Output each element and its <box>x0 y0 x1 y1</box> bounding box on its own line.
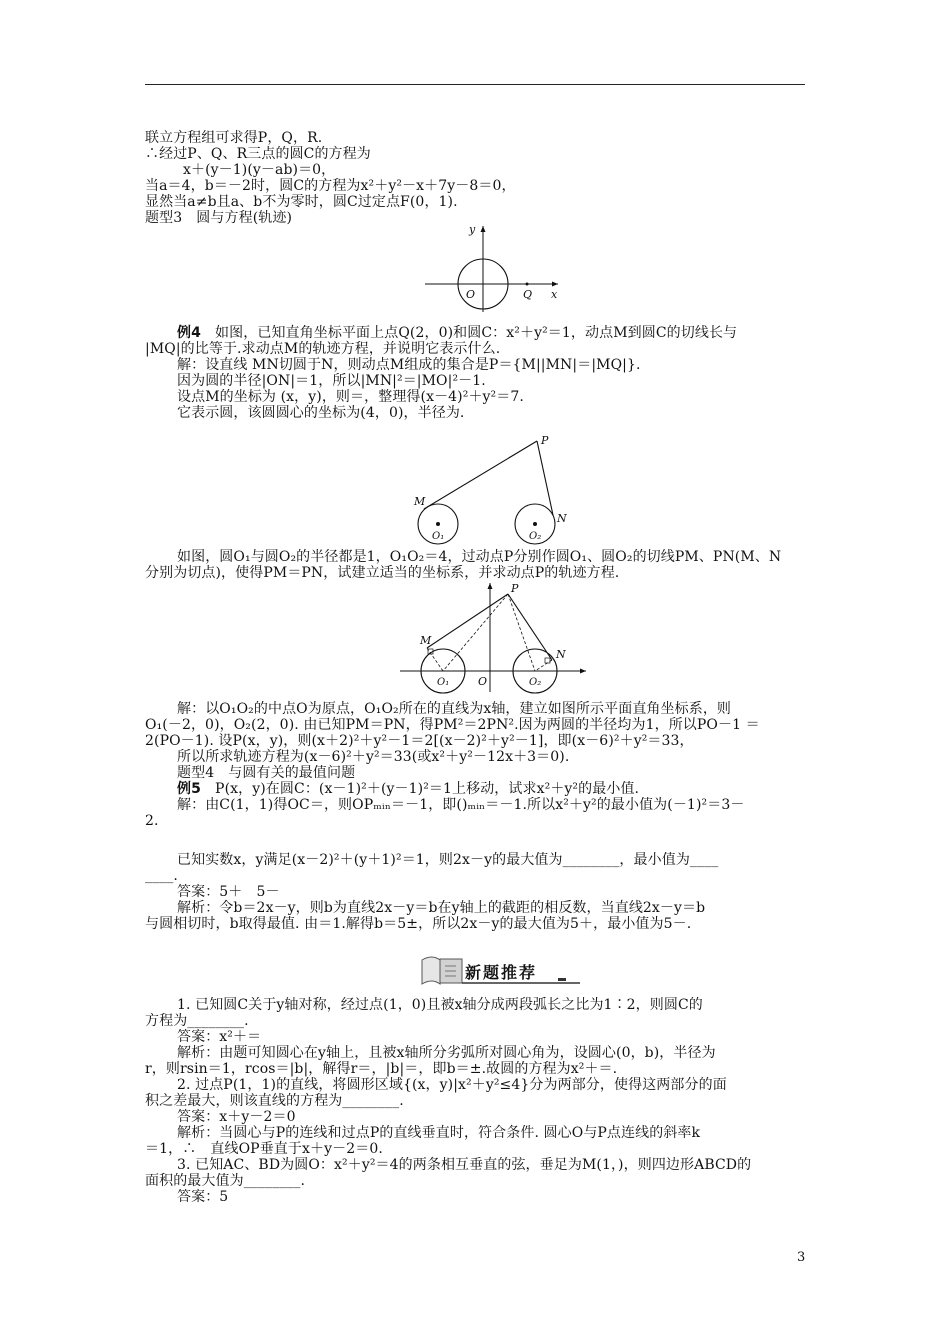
text-line: 积之差最大，则该直线的方程为________. <box>145 1093 404 1109</box>
text-line: 因为圆的半径|ON|＝1，所以|MN|²＝|MO|²－1. <box>177 373 486 389</box>
point-p-label: P <box>541 434 549 447</box>
text-line: ∴经过P、Q、R三点的圆C的方程为 <box>145 146 371 162</box>
text-line: 1. 已知圆C关于y轴对称，经过点(1，0)且被x轴分成两段弧长之比为1∶2，则圆C的 <box>177 997 703 1013</box>
point-m-label: M <box>420 634 432 647</box>
text-line: 2. <box>145 813 159 829</box>
banner-title: 新题推荐 <box>465 963 538 982</box>
text-line: 显然当a≠b且a、b不为零时，圆C过定点F(0，1). <box>145 194 458 210</box>
header-rule <box>145 84 805 85</box>
text-line: 解析：由题可知圆心在y轴上，且被x轴所分劣弧所对圆心角为，设圆心(0，b)，半径为 <box>177 1045 716 1061</box>
x-axis-label: x <box>551 288 558 301</box>
two-circles-tangent-figure <box>405 432 580 547</box>
text-line: 解：以O₁O₂的中点O为原点，O₁O₂所在的直线为x轴，建立如图所示平面直角坐标系，则 <box>177 701 732 717</box>
text-line: 2(PO－1). 设P(x，y)，则(x＋2)²＋y²－1＝2[(x－2)²＋y²－1]，即(x－6)²＋y²＝33， <box>145 733 694 749</box>
text-line: 2. 过点P(1，1)的直线，将圆形区域{(x，y)|x²＋y²≤4}分为两部分，使得这两部分的面 <box>177 1077 727 1093</box>
origin-label: O <box>466 288 476 301</box>
text-line: 分别为切点)，使得PM＝PN，试建立适当的坐标系，并求动点P的轨迹方程. <box>145 565 620 581</box>
text-span: P(x，y)在圆C：(x－1)²＋(y－1)²＝1上移动，试求x²＋y²的最小值. <box>200 781 640 797</box>
text-line: 答案：5 <box>177 1189 229 1205</box>
text-line: O₁(－2，0)，O₂(2，0). 由已知PM＝PN，得PM²＝2PN².因为两圆的半径均为1，所以PO－1 ＝ <box>145 717 760 733</box>
point-m-label: M <box>414 495 426 508</box>
text-line: 它表示圆，该圆圆心的坐标为(4，0)，半径为. <box>177 405 465 421</box>
section-heading: 题型3 圆与方程(轨迹) <box>145 210 293 226</box>
center-o2-label: O₂ <box>529 531 542 542</box>
page-number: 3 <box>797 1250 806 1265</box>
text-line: 答案：x²＋＝ <box>177 1029 262 1045</box>
text-line: 面积的最大值为________. <box>145 1173 306 1189</box>
text-line: x＋(y－1)(y－ab)＝0， <box>183 162 336 178</box>
text-line: 方程为________. <box>145 1013 249 1029</box>
example-label: 例4 <box>177 325 201 341</box>
circle-axes-figure <box>420 222 565 317</box>
text-line: 答案：x＋y－2＝0 <box>177 1109 296 1125</box>
coordinate-two-circles-figure <box>398 580 590 695</box>
text-line <box>177 325 847 342</box>
example-label: 例5 <box>177 781 201 797</box>
text-line: 解：由C(1，1)得OC＝，则OPₘᵢₙ＝－1，即()ₘᵢₙ＝－1.所以x²＋y²的最小值为(－1)²＝3－ <box>177 797 745 813</box>
center-o1-label: O₁ <box>437 677 450 688</box>
text-line: r，则rsin＝1，rcos＝|b|，解得r＝，|b|＝，即b＝±.故圆的方程为x²＋＝. <box>145 1061 618 1077</box>
text-line <box>177 781 847 798</box>
text-line: 设点M的坐标为 (x，y)，则＝，整理得(x－4)²＋y²＝7. <box>177 389 524 405</box>
center-o1-label: O₁ <box>432 531 445 542</box>
text-line: ＝1，∴ 直线OP垂直于x＋y－2＝0. <box>145 1141 383 1157</box>
text-line: |MQ|的比等于.求动点M的轨迹方程，并说明它表示什么. <box>145 341 501 357</box>
point-n-label: N <box>556 648 566 661</box>
text-line: 解析：当圆心与P的连线和过点P的直线垂直时，符合条件. 圆心O与P点连线的斜率k <box>177 1125 701 1141</box>
text-line: 答案：5＋ 5－ <box>177 884 280 900</box>
point-q-label: Q <box>523 288 533 301</box>
text-line: 已知实数x，y满足(x－2)²＋(y＋1)²＝1，则2x－y的最大值为________，最小值为____ <box>177 852 719 868</box>
text-line: ____. <box>145 868 178 884</box>
y-axis-label: y <box>469 223 476 236</box>
text-line: 解析：令b＝2x－y，则b为直线2x－y＝b在y轴上的截距的相反数，当直线2x－y＝b <box>177 900 706 916</box>
text-line: 当a＝4，b＝－2时，圆C的方程为x²＋y²－x＋7y－8＝0， <box>145 178 516 194</box>
text-line: 如图，圆O₁与圆O₂的半径都是1，O₁O₂＝4，过动点P分别作圆O₁、圆O₂的切线PM、PN(M、N <box>177 549 782 565</box>
text-line: 解：设直线 MN切圆于N，则动点M组成的集合是P＝{M||MN|＝|MQ|}. <box>177 357 641 373</box>
text-span: 如图，已知直角坐标平面上点Q(2，0)和圆C：x²＋y²＝1，动点M到圆C的切线长与 <box>200 325 738 341</box>
point-n-label: N <box>557 512 567 525</box>
text-line: 所以所求轨迹方程为(x－6)²＋y²＝33(或x²＋y²－12x＋3＝0). <box>177 749 570 765</box>
text-line: 与圆相切时，b取得最值. 由＝1.解得b＝5±，所以2x－y的最大值为5＋，最小值为5－. <box>145 916 692 932</box>
section-heading: 题型4 与圆有关的最值问题 <box>177 765 356 781</box>
center-o2-label: O₂ <box>529 677 542 688</box>
text-line: 3. 已知AC、BD为圆O：x²＋y²＝4的两条相互垂直的弦，垂足为M(1，)，则四边形ABCD的 <box>177 1157 752 1173</box>
origin-label: O <box>478 675 488 688</box>
text-line: 联立方程组可求得P，Q，R. <box>145 130 323 146</box>
point-p-label: P <box>511 582 519 595</box>
